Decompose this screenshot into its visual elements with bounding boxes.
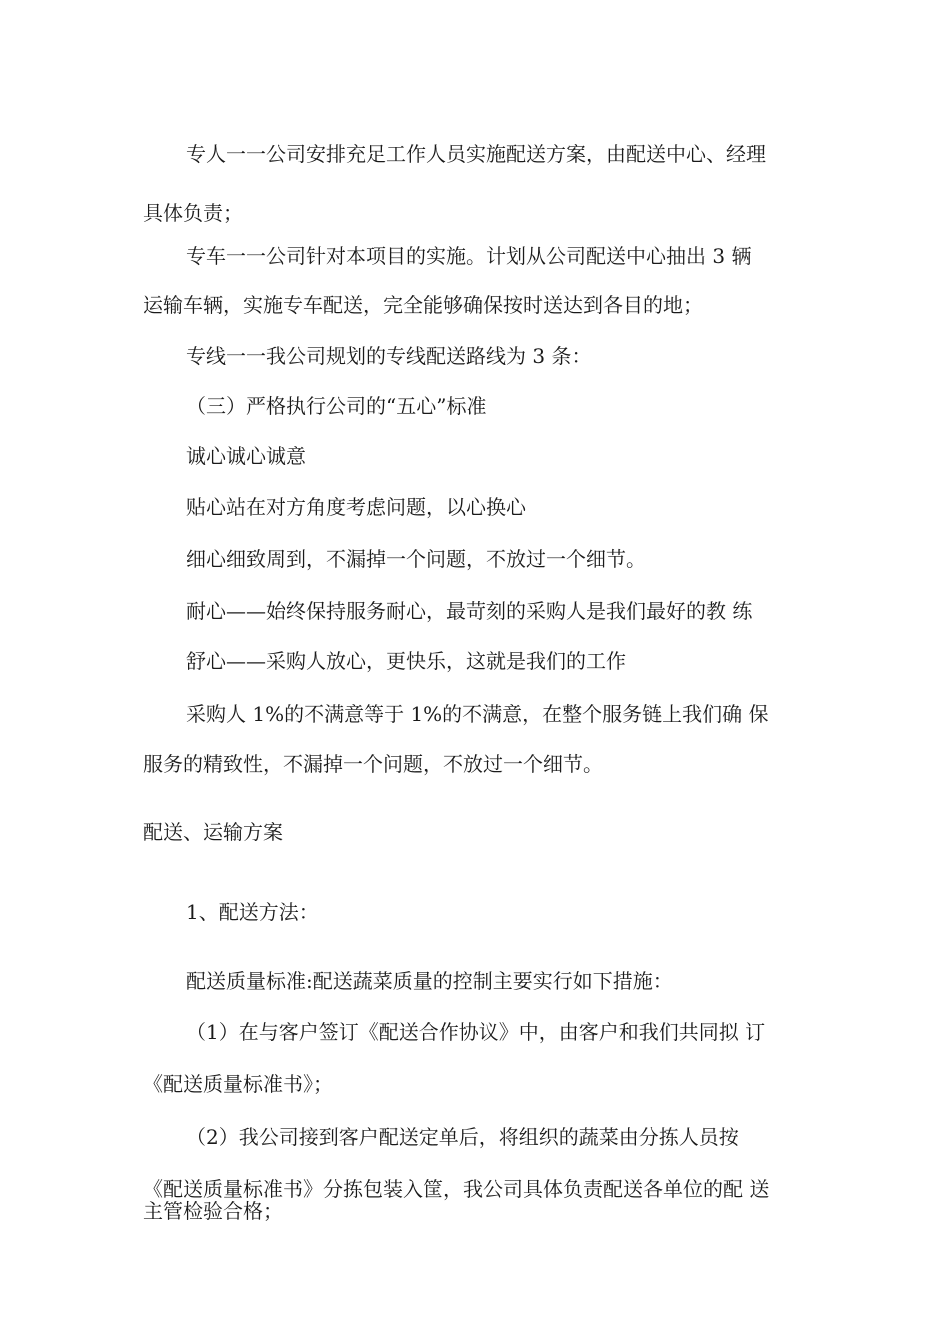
paragraph-line: 配送质量标准:配送蔬菜质量的控制主要实行如下措施： [186,969,673,993]
paragraph-line: 贴心站在对方角度考虑问题，以心换心 [186,495,526,519]
paragraph-line: 服务的精致性，不漏掉一个问题，不放过一个细节。 [143,752,603,776]
paragraph-line: 主管检验合格； [143,1199,283,1223]
paragraph-line: 耐心——始终保持服务耐心，最苛刻的采购人是我们最好的教 练 [186,599,753,623]
paragraph-line: （1）在与客户签订《配送合作协议》中，由客户和我们共同拟 订 [186,1020,766,1044]
paragraph-line: 具体负责； [143,201,243,225]
paragraph-line: （2）我公司接到客户配送定单后，将组织的蔬菜由分拣人员按 [186,1125,739,1149]
paragraph-line: 细心细致周到，不漏掉一个问题，不放过一个细节。 [186,547,646,571]
section-heading: 配送、运输方案 [143,820,283,844]
paragraph-line: 采购人 1%的不满意等于 1%的不满意，在整个服务链上我们确 保 [186,702,769,726]
paragraph-line: 专人一一公司安排充足工作人员实施配送方案，由配送中心、经理 [186,142,766,166]
paragraph-line: 专车一一公司针对本项目的实施。计划从公司配送中心抽出 3 辆 [186,244,752,268]
section-heading: （三）严格执行公司的“五心”标准 [186,394,487,418]
paragraph-line: 专线一一我公司规划的专线配送路线为 3 条： [186,344,592,368]
subsection-heading: 1、配送方法： [186,900,319,924]
paragraph-line: 《配送质量标准书》分拣包装入筐，我公司具体负责配送各单位的配 送 [143,1177,770,1201]
paragraph-line: 《配送质量标准书》； [143,1072,333,1096]
paragraph-line: 诚心诚心诚意 [186,444,306,468]
paragraph-line: 舒心——采购人放心，更快乐，这就是我们的工作 [186,649,626,673]
paragraph-line: 运输车辆，实施专车配送，完全能够确保按时送达到各目的地； [143,293,703,317]
